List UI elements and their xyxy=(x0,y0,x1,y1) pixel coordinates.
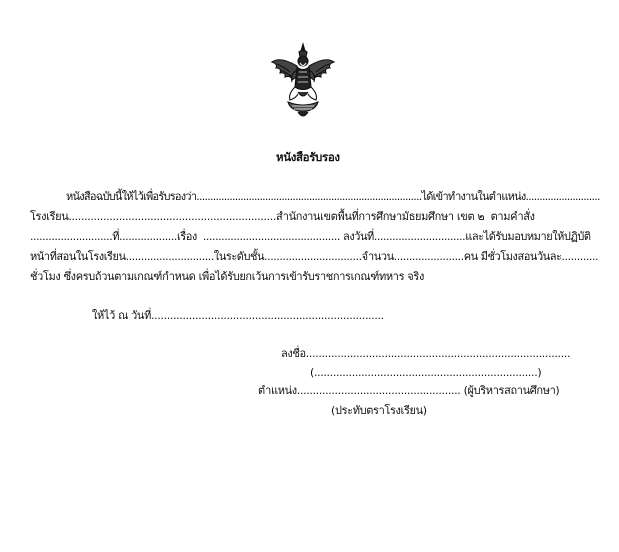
given-date-line: ให้ไว้ ณ วันที่.......................................................................... xyxy=(92,309,384,322)
body-line-3: ...........................ที่...................เรื่อง ............................................. ลงวันที่..............................และได้รับมอบหมายให้ปฏิบัติ xyxy=(30,230,591,243)
signer-name-line: (.......................................................................) xyxy=(310,366,542,379)
signature-line: ลงชื่อ.................................................................................... xyxy=(281,347,571,360)
signer-position-line: ตำแหน่ง.................................................... (ผู้บริหารสถานศึกษา) xyxy=(258,384,560,397)
body-line-1: หนังสือฉบับนี้ให้ไว้เพื่อรับรองว่า..................................................................................ได้เข้าทำงานในตำแหน่ง........................... xyxy=(66,190,600,203)
body-line-5: ชั่วโมง ซึ่งครบถ้วนตามเกณฑ์กำหนด เพื่อได้รับยกเว้นการเข้ารับราชการเกณฑ์ทหาร จริง xyxy=(30,270,424,283)
school-stamp-note: (ประทับตราโรงเรียน) xyxy=(331,404,427,417)
document-title: หนังสือรับรอง xyxy=(276,150,340,164)
body-line-2: โรงเรียน..................................................................สำนักงานเขตพื้นที่การศึกษามัธยมศึกษา เขต ๒ ตามคำสั่ง xyxy=(30,210,535,223)
garuda-emblem-icon xyxy=(268,42,338,122)
body-line-4: หน้าที่สอนในโรงเรียน.............................ในระดับชั้น................................จำนวน.......................คน มีชั่วโมงสอนวันละ............ xyxy=(30,250,599,263)
